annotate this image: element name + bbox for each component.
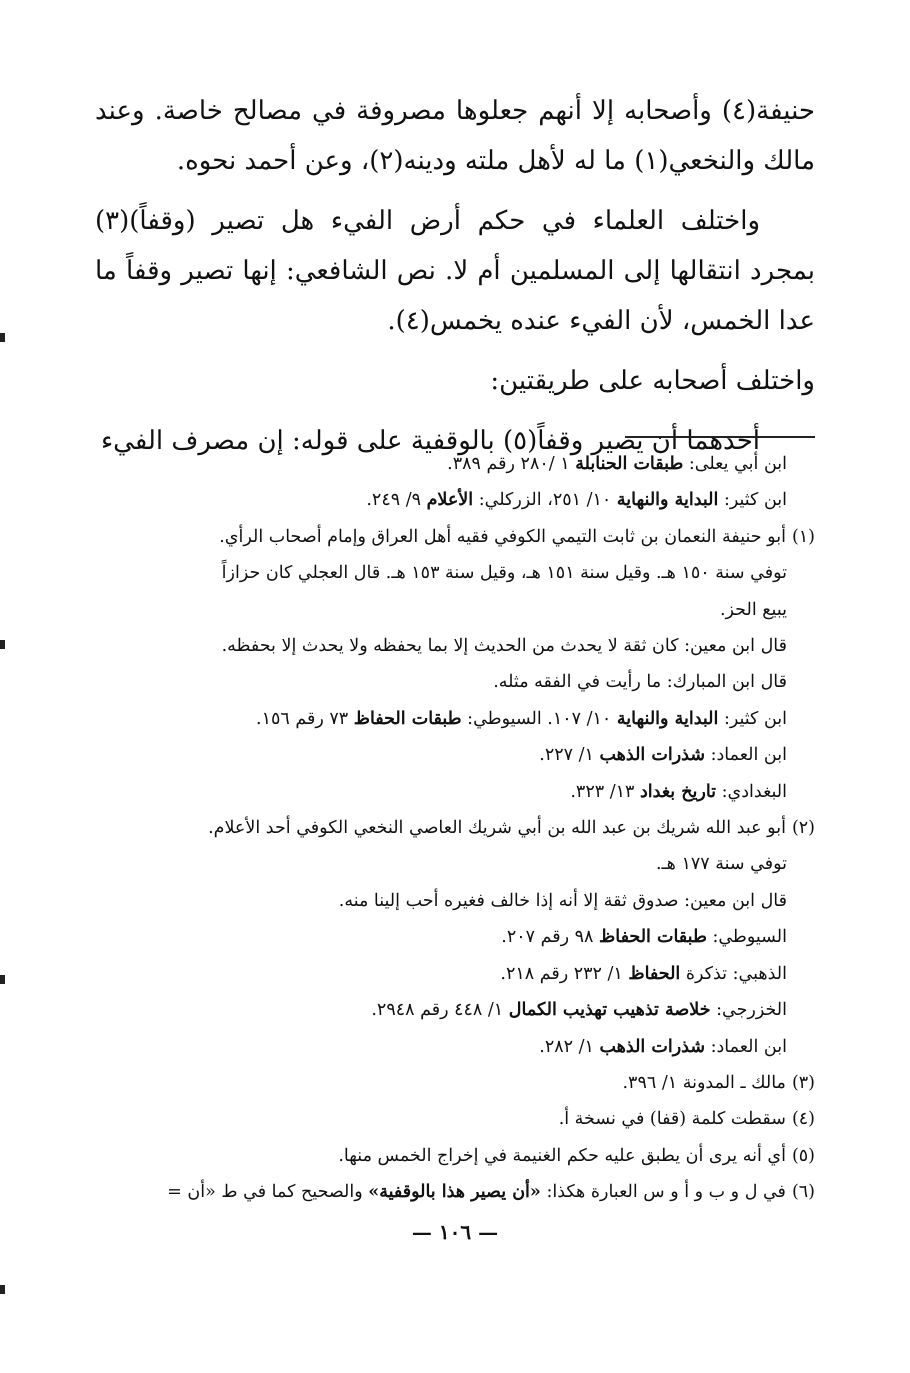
footnote-line: يبيع الحز. — [719, 599, 787, 620]
document-page — [95, 0, 815, 1373]
footnote-reference: السيوطي: طبقات الحفاظ ٩٨ رقم ٢٠٧. — [501, 927, 787, 948]
footnote-separator — [625, 436, 815, 438]
footnote-2: (٢)أبو عبد الله شريك بن عبد الله بن أبي شريك العاصي النخعي الكوفي أحد الأعلام. — [95, 810, 815, 846]
main-paragraph: واختلف أصحابه على طريقتين: — [490, 366, 815, 396]
footnote-line: توفي سنة ١٧٧ هـ. — [655, 854, 787, 875]
footnote-5: (٥)أي أنه يرى أن يطبق عليه حكم الغنيمة في إخراج الخمس منها. — [95, 1138, 815, 1174]
footnote-4: (٤)سقطت كلمة (قفا) في نسخة أ. — [95, 1101, 815, 1137]
footnote-line: قال ابن المبارك: ما رأيت في الفقه مثله. — [493, 672, 787, 693]
scan-mark — [0, 640, 5, 649]
scan-mark — [0, 1285, 5, 1294]
footnote-reference: ابن العماد: شذرات الذهب ١/ ٢٢٧. — [539, 745, 787, 766]
footnotes — [95, 446, 815, 1211]
footnote-number: (٤) — [791, 1109, 815, 1130]
main-paragraph: حنيفة(٤) وأصحابه إلا أنهم جعلوها مصروفة في مصالح خاصة. وعند مالك والنخعي(١) ما له لأهل ملته ودينه(٢)، وعن أحمد نحوه. — [95, 96, 815, 176]
page-number: — ١٠٦ — — [411, 1220, 499, 1244]
footnote-reference: ابن أبي يعلى: طبقات الحنابلة ١ /٢٨٠ رقم ٣٨٩. — [447, 454, 787, 474]
footnote-line: قال ابن معين: صدوق ثقة إلا أنه إذا خالف فغيره أحب إلينا منه. — [338, 890, 787, 911]
footnote-6: (٦)في ل و ب و أ و س العبارة هكذا: «أن يصير هذا بالوقفية» والصحيح كما في ط «أن = — [95, 1174, 815, 1210]
main-paragraph: واختلف العلماء في حكم أرض الفيء هل تصير (وقفاً)(٣) بمجرد انتقالها إلى المسلمين أم لا. نص الشافعي: إنها تصير وقفاً ما عدا الخمس، لأن الفيء عنده يخمس(٤). — [95, 206, 815, 336]
main-paragraph: أحدهما أن يصير وقفاً(٥) بالوقفية على قوله: إن مصرف الفيء — [100, 426, 760, 456]
footnote-reference: الخزرجي: خلاصة تذهيب تهذيب الكمال ١/ ٤٤٨ رقم ٢٩٤٨. — [371, 1000, 787, 1021]
footnote-reference: الذهبي: تذكرة الحفاظ ١/ ٢٣٢ رقم ٢١٨. — [500, 963, 787, 984]
footnote-3: (٣)مالك ـ المدونة ١/ ٣٩٦. — [95, 1065, 815, 1101]
footnote-number: (٥) — [791, 1145, 815, 1166]
footnote-number: (٦) — [791, 1182, 815, 1203]
main-text — [95, 86, 815, 466]
scan-mark — [0, 333, 5, 342]
scan-mark — [0, 975, 5, 984]
footnote-1: (١)أبو حنيفة النعمان بن ثابت التيمي الكوفي فقيه أهل العراق وإمام أصحاب الرأي. — [95, 519, 815, 555]
footnote-line: قال ابن معين: كان ثقة لا يحدث من الحديث إلا بما يحفظه ولا يحدث إلا بحفظه. — [221, 636, 787, 657]
footnote-number: (٢) — [791, 818, 815, 839]
footnote-reference: ابن العماد: شذرات الذهب ١/ ٢٨٢. — [539, 1036, 787, 1057]
footnote-number: (١) — [791, 526, 815, 547]
footnote-reference: ابن كثير: البداية والنهاية ١٠/ ١٠٧. السيوطي: طبقات الحفاظ ٧٣ رقم ١٥٦. — [256, 708, 787, 729]
footnote-reference: ابن كثير: البداية والنهاية ١٠/ ٢٥١، الزركلي: الأعلام ٩/ ٢٤٩. — [366, 490, 787, 511]
footnote-line: توفي سنة ١٥٠ هـ. وقيل سنة ١٥١ هـ، وقيل سنة ١٥٣ هـ. قال العجلي كان حزازاً — [221, 563, 787, 584]
footnote-reference: البغدادي: تاريخ بغداد ١٣/ ٣٢٣. — [570, 781, 787, 802]
footnote-number: (٣) — [791, 1072, 815, 1093]
